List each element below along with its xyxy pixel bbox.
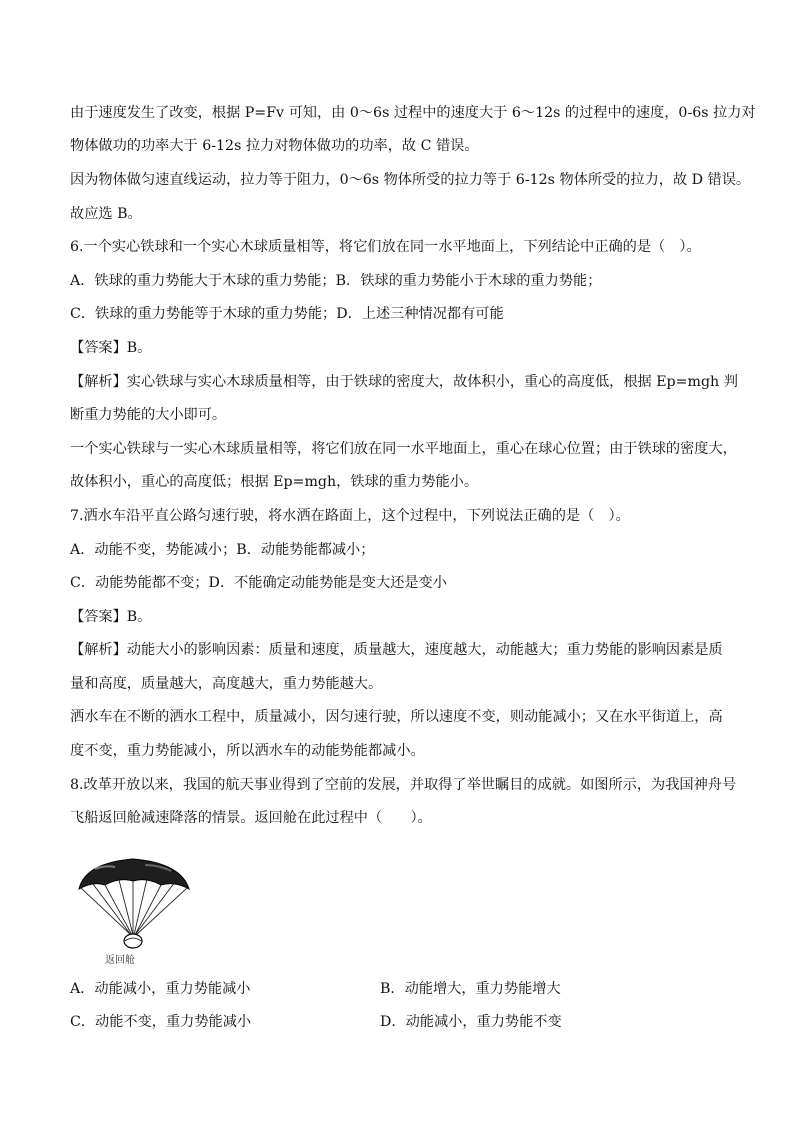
parachute-capsule-figure: [75, 855, 195, 965]
text-line: A．铁球的重力势能大于木球的重力势能；B．铁球的重力势能小于木球的重力势能；: [70, 272, 602, 289]
text-line: 一个实心铁球与一实心木球质量相等，将它们放在同一水平地面上，重心在球心位置；由于铁球的密度大，: [70, 440, 737, 457]
text-line: 故体积小，重心的高度低；根据 Ep=mgh，铁球的重力势能小。: [70, 474, 479, 491]
question-6: 6.一个实心铁球和一个实心木球质量相等，将它们放在同一水平地面上，下列结论中正确的是（ ）。: [70, 239, 701, 256]
answer-6: 【答案】B。: [70, 339, 152, 356]
text-line: 物体做功的功率大于 6-12s 拉力对物体做功的功率，故 C 错误。: [70, 138, 479, 155]
text-line: 断重力势能的大小即可。: [70, 407, 227, 424]
text-line: 量和高度，质量越大，高度越大，重力势能越大。: [70, 675, 383, 692]
text-line: 度不变，重力势能减小，所以洒水车的动能势能都减小。: [70, 743, 425, 760]
option-d: D．动能减小，重力势能不变: [380, 1014, 562, 1031]
text-line: 飞船返回舱减速降落的情景。返回舱在此过程中（ ）。: [70, 810, 432, 827]
option-b: B．动能增大，重力势能增大: [380, 980, 561, 997]
analysis-7: 【解析】动能大小的影响因素：质量和速度，质量越大，速度越大，动能越大；重力势能的影响因素是质: [70, 642, 723, 659]
answer-7: 【答案】B。: [70, 608, 152, 625]
option-c: C．动能不变，重力势能减小: [70, 1014, 252, 1031]
text-line: 因为物体做匀速直线运动，拉力等于阻力，0～6s 物体所受的拉力等于 6-12s 物体所受的拉力，故 D 错误。: [70, 171, 751, 188]
document-page: [70, 96, 756, 1038]
text-line: C．铁球的重力势能等于木球的重力势能；D．上述三种情况都有可能: [70, 306, 504, 323]
question-7: 7.洒水车沿平直公路匀速行驶，将水洒在路面上，这个过程中，下列说法正确的是（ ）。: [70, 507, 630, 524]
text-line: 由于速度发生了改变，根据 P=Fv 可知，由 0～6s 过程中的速度大于 6～12s 的过程中的速度，0-6s 拉力对: [70, 104, 756, 121]
parachute-icon: [75, 855, 195, 951]
analysis-6: 【解析】实心铁球与实心木球质量相等，由于铁球的密度大，故体积小，重心的高度低，根据 Ep=mgh 判: [70, 373, 738, 390]
options-row-1: [70, 971, 730, 1005]
text-line: 故应选 B。: [70, 205, 142, 222]
question-8: 8.改革开放以来，我国的航天事业得到了空前的发展，并取得了举世瞩目的成就。如图所示，为我国神舟号: [70, 776, 737, 793]
text-line: C．动能势能都不变；D．不能确定动能势能是变大还是变小: [70, 575, 447, 592]
text-line: 洒水车在不断的洒水工程中，质量减小，因匀速行驶，所以速度不变，则动能减小；又在水平街道上，高: [70, 709, 723, 726]
option-a: A．动能减小，重力势能减小: [70, 980, 251, 997]
options-row-2: [70, 1005, 730, 1039]
figure-caption: 返回舱: [105, 955, 135, 967]
text-line: A．动能不变，势能减小；B．动能势能都减小；: [70, 541, 375, 558]
